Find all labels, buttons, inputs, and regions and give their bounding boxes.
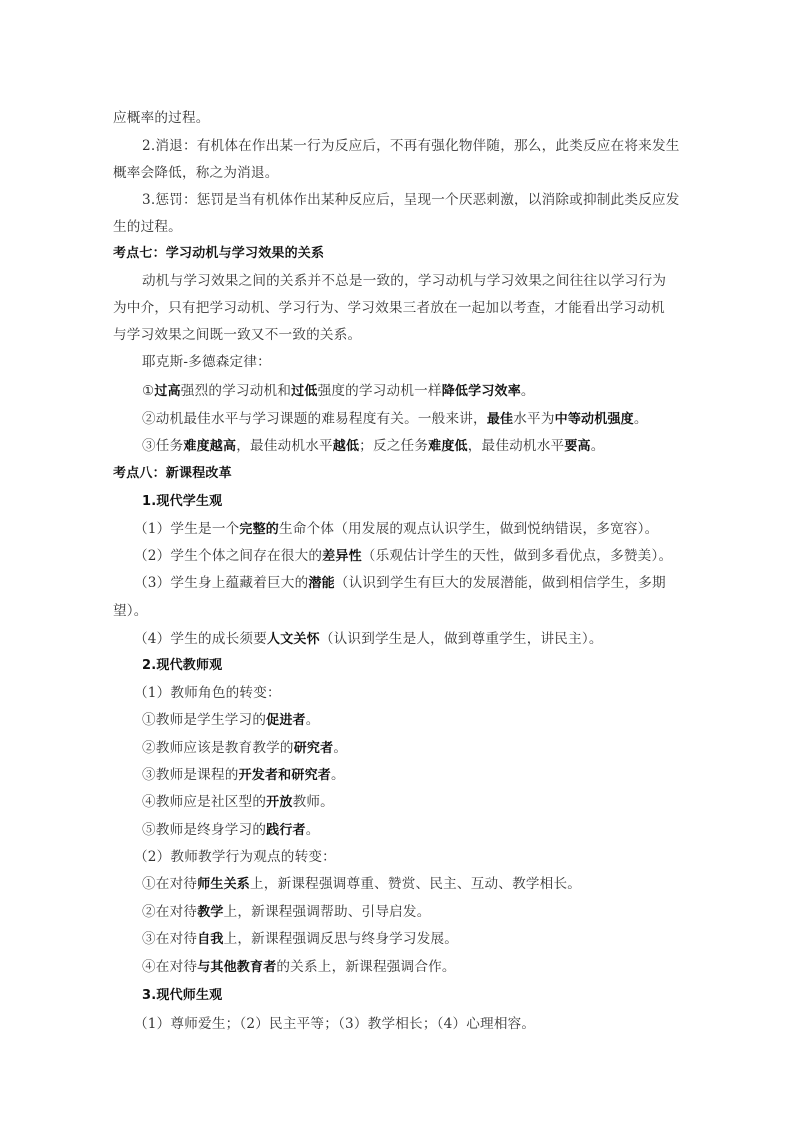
bold-text: 人文关怀 <box>267 632 320 647</box>
bold-text: 潜能 <box>308 576 335 591</box>
text-segment: （1）学生是一个 <box>134 521 240 537</box>
section-heading <box>113 244 324 264</box>
text-segment: 应概率的过程。 <box>113 110 210 126</box>
text-segment: （认识到学生是人，做到尊重学生，讲民主）。 <box>319 631 603 647</box>
bold-text: 研究者 <box>293 741 334 756</box>
bold-text: 自我 <box>197 932 224 947</box>
text-line <box>113 163 279 183</box>
bold-text: 难度低 <box>428 439 468 454</box>
text-segment: 3.惩罚：惩罚是当有机体作出某种反应后，呈现一个厌恶刺激，以消除或抑制此类反应发 <box>142 192 680 208</box>
text-segment: 教师。 <box>292 794 334 810</box>
text-segment: 上，新课程强调尊重、赞赏、民主、互动、教学相长。 <box>250 876 582 892</box>
text-segment: 考点八：新课程改革 <box>113 466 232 481</box>
text-segment: ，最佳动机水平 <box>467 438 565 454</box>
text-segment: 。 <box>590 438 605 454</box>
bold-text: 中等动机强度 <box>554 412 634 427</box>
text-line <box>134 573 666 594</box>
text-segment: ③教师是课程的 <box>142 767 239 783</box>
text-line <box>113 601 148 621</box>
text-line <box>142 738 347 759</box>
text-line <box>142 792 334 813</box>
text-line <box>113 108 210 128</box>
text-segment: 2.消退：有机体在作出某一行为反应后，不再有强化物伴随，那么，此类反应在将来发生 <box>142 138 680 154</box>
text-line <box>134 1014 535 1034</box>
text-segment: 。 <box>305 712 320 728</box>
text-segment: 。 <box>633 411 648 427</box>
section-heading <box>113 464 232 484</box>
bold-text: 过低 <box>291 384 318 399</box>
text-segment: 动机与学习效果之间的关系并不总是一致的，学习动机与学习效果之间往往以学习行为 <box>142 273 667 289</box>
text-segment: 1.现代学生观 <box>142 494 223 509</box>
text-line <box>142 710 320 731</box>
text-segment: ① <box>142 383 155 399</box>
bold-text: 开放 <box>266 795 293 810</box>
text-segment: （2）教师教学行为观点的转变： <box>134 849 336 865</box>
text-segment: 望）。 <box>113 603 148 619</box>
bold-text: 降低学习效率 <box>441 384 521 399</box>
text-line <box>134 546 672 567</box>
text-segment: 概率会降低，称之为消退。 <box>113 165 279 181</box>
bold-text: 过高 <box>154 384 181 399</box>
text-line <box>134 847 336 867</box>
bold-text: 越低 <box>332 439 360 454</box>
bold-text: 促进者 <box>266 713 306 728</box>
text-segment: （1）尊师爱生；（2）民主平等；（3）教学相长；（4）心理相容。 <box>134 1016 536 1032</box>
text-line <box>142 381 535 402</box>
text-segment: 生的过程。 <box>113 219 182 235</box>
text-segment: ①在对待 <box>142 876 198 892</box>
bold-text: 践行者 <box>266 823 306 838</box>
text-segment: 上，新课程强调反思与终身学习发展。 <box>223 931 459 947</box>
text-segment: （乐观估计学生的天性，做到多看优点，多赞美）。 <box>361 548 673 564</box>
text-line <box>134 629 603 650</box>
bold-text: 开发者和研究者 <box>238 768 331 783</box>
text-line <box>142 957 456 978</box>
text-segment: 考点七：学习动机与学习效果的关系 <box>113 246 325 261</box>
text-segment: ③在对待 <box>142 931 198 947</box>
text-segment: 。 <box>520 383 535 399</box>
text-segment: 强度的学习动机一样 <box>317 383 442 399</box>
text-line <box>142 902 431 923</box>
text-segment: ③任务 <box>142 438 184 454</box>
text-segment: ；反之任务 <box>359 438 429 454</box>
text-line <box>134 683 281 703</box>
text-segment: 上，新课程强调帮助、引导启发。 <box>223 904 431 920</box>
section-heading <box>142 986 222 1006</box>
text-segment: 生命个体（用发展的观点认识学生，做到悦纳错误，多宽容）。 <box>279 521 659 537</box>
text-line <box>142 136 680 156</box>
bold-text: 与其他教育者 <box>197 960 277 975</box>
bold-text: 教学 <box>197 905 224 920</box>
text-line <box>113 217 182 237</box>
text-line <box>142 765 345 786</box>
text-segment: 耶克斯-多德森定律： <box>142 354 271 370</box>
text-line <box>142 409 648 430</box>
text-line <box>134 519 658 540</box>
text-segment: ⑤教师是终身学习的 <box>142 822 267 838</box>
text-line <box>142 874 581 895</box>
text-segment: 。 <box>305 822 320 838</box>
bold-text: 完整的 <box>239 522 280 537</box>
text-line <box>113 325 361 345</box>
bold-text: 难度越高 <box>183 439 237 454</box>
bold-text: 师生关系 <box>197 877 250 892</box>
bold-text: 最佳 <box>486 412 514 427</box>
text-segment: ②教师应该是教育教学的 <box>142 740 294 756</box>
text-line <box>142 929 458 950</box>
text-segment: ①教师是学生学习的 <box>142 712 267 728</box>
bold-text: 差异性 <box>322 549 362 564</box>
text-line <box>142 190 680 210</box>
text-line <box>142 436 605 457</box>
section-heading <box>142 656 222 676</box>
text-segment: ，最佳动机水平 <box>236 438 333 454</box>
text-segment: 为中介，只有把学习动机、学习行为、学习效果三者放在一起加以考查，才能看出学习动机 <box>113 300 665 316</box>
text-segment: 强烈的学习动机和 <box>180 383 292 399</box>
text-line <box>113 298 665 318</box>
text-segment: 与学习效果之间既一致又不一致的关系。 <box>113 327 362 343</box>
text-segment: ②动机最佳水平与学习课题的难易程度有关。一般来讲， <box>142 411 487 427</box>
text-segment: （2）学生个体之间存在很大的 <box>134 548 323 564</box>
text-segment: （1）教师角色的转变： <box>134 685 281 701</box>
text-segment: （认识到学生有巨大的发展潜能，做到相信学生，多期 <box>334 575 666 591</box>
text-segment: （4）学生的成长须要 <box>134 631 267 647</box>
text-segment: ④教师应是社区型的 <box>142 794 267 810</box>
text-segment: 水平为 <box>513 411 555 427</box>
section-heading <box>142 492 222 512</box>
text-line <box>142 352 271 372</box>
text-segment: ②在对待 <box>142 904 198 920</box>
text-line <box>142 271 666 291</box>
text-segment: ④在对待 <box>142 959 198 975</box>
bold-text: 要高 <box>564 439 591 454</box>
text-segment: 2.现代教师观 <box>142 658 223 673</box>
text-segment: 。 <box>330 767 345 783</box>
text-segment: 3.现代师生观 <box>142 988 223 1003</box>
text-line <box>142 820 320 841</box>
text-segment: 。 <box>333 740 348 756</box>
text-segment: 的关系上，新课程强调合作。 <box>276 959 456 975</box>
text-segment: （3）学生身上蕴藏着巨大的 <box>134 575 309 591</box>
